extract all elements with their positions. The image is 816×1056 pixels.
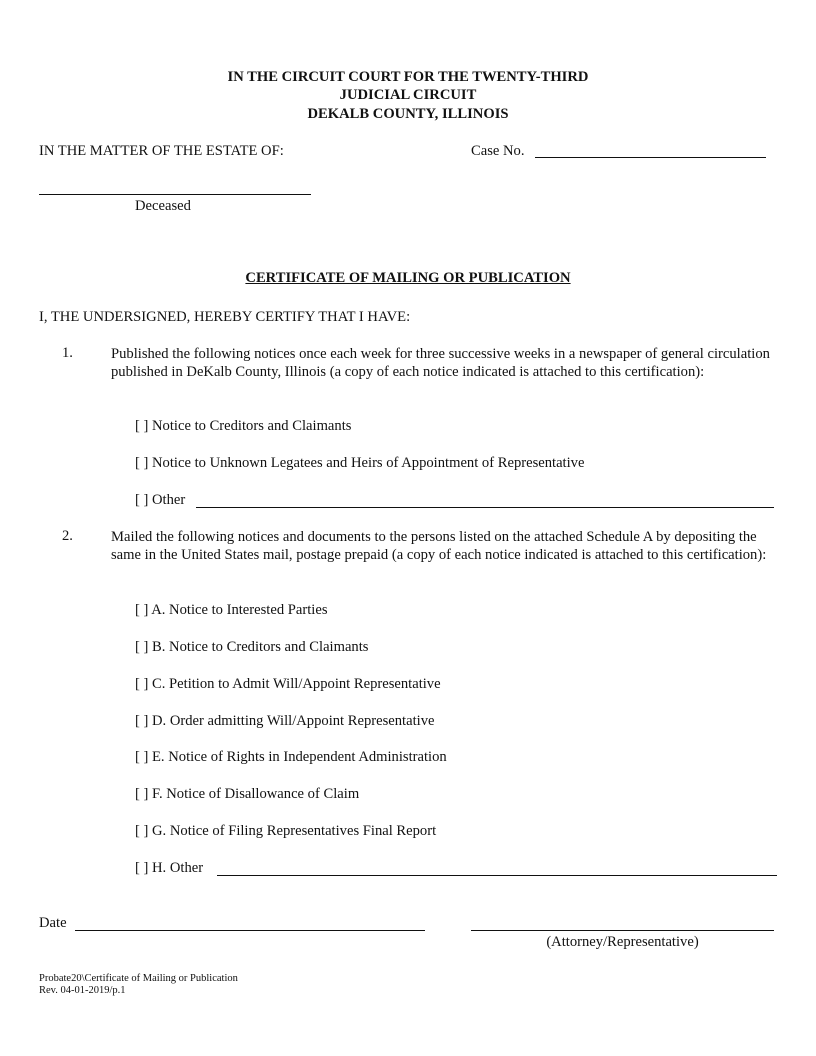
- case-number-label: Case No.: [471, 143, 525, 159]
- checkbox-item-notice-to-creditors[interactable]: [ ] Notice to Creditors and Claimants: [135, 418, 352, 434]
- checkbox-item-d[interactable]: [ ] D. Order admitting Will/Appoint Representative: [135, 713, 435, 729]
- checkbox-item-e[interactable]: [ ] E. Notice of Rights in Independent Administration: [135, 749, 447, 765]
- section-2-text: Mailed the following notices and documents to the persons listed on the attached Schedule A by depositing the same in the United States mail, postage prepaid (a copy of each notice indicated is attached to this certification):: [111, 529, 767, 563]
- estate-label: IN THE MATTER OF THE ESTATE OF:: [39, 143, 284, 159]
- document-title: CERTIFICATE OF MAILING OR PUBLICATION: [245, 270, 571, 286]
- other-publication-field[interactable]: [196, 507, 774, 508]
- checkbox-item-b[interactable]: [ ] B. Notice to Creditors and Claimants: [135, 639, 369, 655]
- case-number-field[interactable]: [535, 157, 766, 158]
- section-2-number: 2.: [62, 528, 73, 544]
- revision-footer: Rev. 04-01-2019/p.1: [39, 985, 126, 996]
- certification-intro: I, THE UNDERSIGNED, HEREBY CERTIFY THAT I HAVE:: [39, 309, 411, 325]
- signature-field[interactable]: [471, 930, 774, 931]
- court-header-line-2: JUDICIAL CIRCUIT: [339, 87, 477, 103]
- deceased-label: Deceased: [135, 198, 191, 214]
- checkbox-item-f[interactable]: [ ] F. Notice of Disallowance of Claim: [135, 786, 360, 802]
- decedent-name-field[interactable]: [39, 194, 311, 195]
- date-label: Date: [39, 915, 67, 931]
- checkbox-item-notice-to-unknown-heirs[interactable]: [ ] Notice to Unknown Legatees and Heirs of Appointment of Representative: [135, 455, 585, 471]
- other-mailing-field[interactable]: [217, 875, 777, 876]
- checkbox-item-a[interactable]: [ ] A. Notice to Interested Parties: [135, 602, 328, 618]
- court-header-line-3: DEKALB COUNTY, ILLINOIS: [307, 106, 509, 122]
- section-1-number: 1.: [62, 345, 73, 361]
- date-field[interactable]: [75, 930, 425, 931]
- form-id-footer: Probate20\Certificate of Mailing or Publication: [39, 973, 238, 984]
- checkbox-item-c[interactable]: [ ] C. Petition to Admit Will/Appoint Representative: [135, 676, 441, 692]
- section-1-text: Published the following notices once each week for three successive weeks in a newspaper of general circulation published in DeKalb County, Illinois (a copy of each notice indicated is attached to this certification):: [111, 346, 770, 380]
- signer-label: (Attorney/Representative): [546, 934, 699, 950]
- checkbox-item-g[interactable]: [ ] G. Notice of Filing Representatives Final Report: [135, 823, 437, 839]
- court-header-line-1: IN THE CIRCUIT COURT FOR THE TWENTY-THIRD: [227, 69, 589, 85]
- checkbox-item-h-other[interactable]: [ ] H. Other: [135, 860, 204, 876]
- checkbox-item-other-publication[interactable]: [ ] Other: [135, 492, 186, 508]
